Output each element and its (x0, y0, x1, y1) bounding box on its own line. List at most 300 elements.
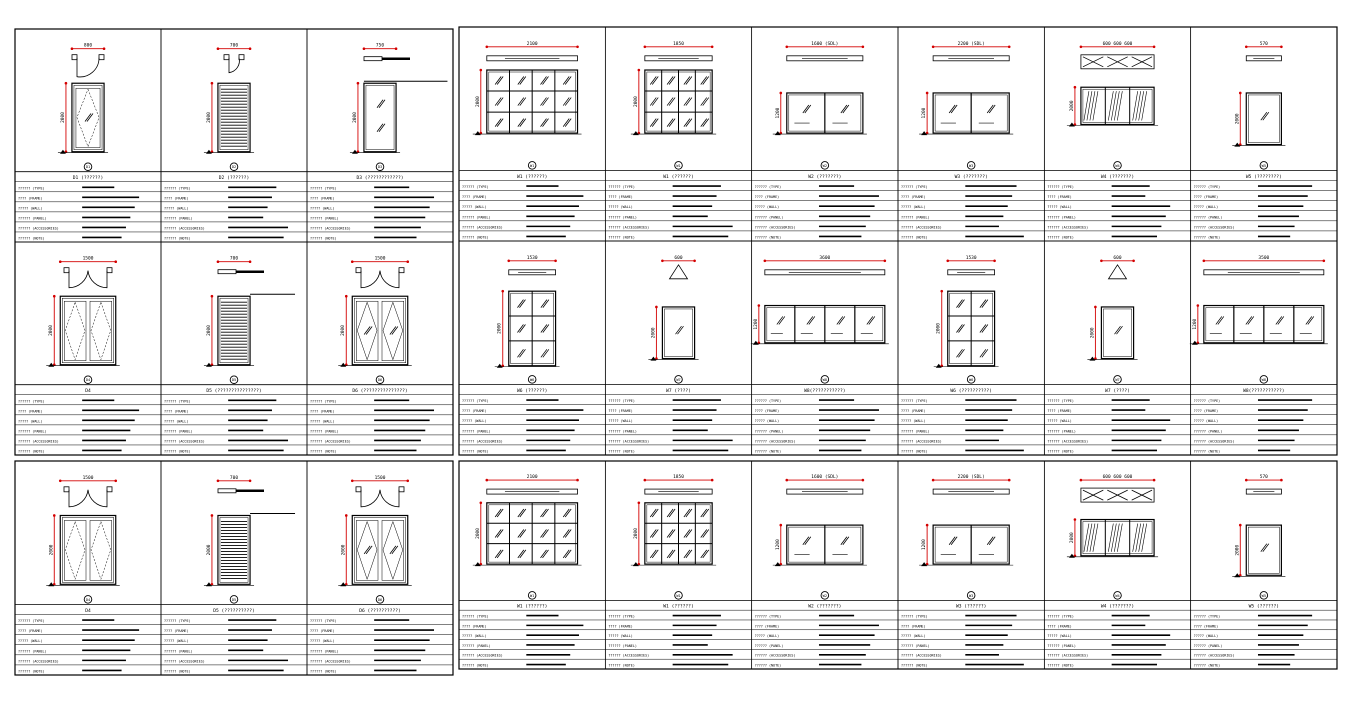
spec-row-label: ???? (FRAME) (310, 196, 335, 201)
spec-row-label: ?????? (PANEL) (164, 216, 193, 221)
plan-view (932, 474, 1011, 494)
schedule-cell-w8 (1190, 241, 1337, 455)
plan-view (217, 475, 264, 493)
plan-view (644, 474, 714, 494)
spec-table (459, 384, 605, 455)
plan-width-label: 1500 (374, 256, 386, 262)
elevation-height-label: 2000 (497, 323, 503, 334)
plan-view (59, 475, 117, 507)
spec-table (605, 170, 751, 241)
spec-row-label: ?????? (PANEL) (754, 215, 784, 220)
cell-title: D6 (??????????) (359, 608, 401, 614)
elevation-view (46, 295, 119, 367)
spec-row-label: ?????? (NOTE) (1047, 235, 1074, 240)
plan-view (1245, 474, 1283, 494)
spec-row-label: ???? (FRAME) (462, 624, 487, 629)
plan-view (59, 256, 117, 288)
tag-label: W7 (1115, 377, 1120, 382)
elevation-height-label: 2000 (633, 96, 639, 107)
cell-title: W1 (??????) (516, 604, 548, 610)
spec-table (1191, 170, 1337, 241)
tag-label: W2 (822, 593, 827, 598)
spec-table (161, 172, 307, 242)
cell-title: W8(???????????) (1243, 388, 1285, 394)
spec-row-label: ?????? (TYPE) (1047, 614, 1074, 619)
cell-title: W7 (????) (666, 388, 691, 394)
spec-row-label: ?????? (TYPE) (310, 186, 337, 191)
spec-row-label: ????? (WALL) (901, 634, 926, 639)
spec-table (15, 604, 161, 675)
spec-row-label: ???? (FRAME) (608, 409, 633, 414)
spec-table (161, 604, 307, 675)
spec-row-label: ?????? (ACCESSORIES) (18, 226, 59, 231)
cell-title: W3 (??????) (955, 604, 987, 610)
cell-title: D1 (??????) (72, 176, 104, 182)
spec-row-label: ?????? (TYPE) (754, 185, 782, 190)
spec-table (752, 600, 898, 669)
spec-row-label: ?????? (PANEL) (462, 215, 491, 220)
tag-label: D5 (231, 378, 237, 383)
spec-row-label: ?????? (ACCESSORIES) (754, 653, 796, 658)
plan-width-label: 700 (229, 475, 239, 481)
elevation-view (1067, 86, 1158, 127)
spec-row-label: ?????? (NOTE) (18, 449, 45, 454)
elevation-view (204, 82, 254, 154)
elevation-view (934, 290, 999, 368)
spec-table (1044, 170, 1190, 241)
spec-row-label: ?????? (ACCESSORIES) (1047, 225, 1089, 230)
spec-row-label: ????? (WALL) (608, 634, 633, 639)
plan-view (946, 255, 995, 275)
cell-title: W6 (??????) (516, 388, 548, 394)
plan-view (1245, 41, 1283, 61)
spec-table (307, 604, 453, 675)
spec-row-label: ?????? (NOTE) (1193, 663, 1221, 668)
spec-table (307, 385, 453, 455)
elevation-height-label: 1200 (922, 107, 928, 119)
spec-row-label: ?????? (ACCESSORIES) (754, 439, 796, 444)
plan-view (351, 256, 409, 288)
spec-row-label: ?????? (PANEL) (1193, 429, 1223, 434)
plan-view (661, 255, 696, 279)
schedule-cell-w1 (605, 461, 751, 669)
spec-table (752, 384, 898, 455)
spec-row-label: ????? (WALL) (310, 419, 335, 424)
spec-row-label: ?????? (TYPE) (164, 186, 191, 191)
spec-row-label: ???? (FRAME) (18, 409, 43, 414)
spec-table (459, 170, 605, 241)
spec-row-label: ?????? (TYPE) (1193, 614, 1221, 619)
spec-row-label: ???? (FRAME) (462, 195, 487, 200)
spec-row-label: ????? (WALL) (18, 639, 43, 644)
spec-row-label: ????? (WALL) (18, 206, 43, 211)
plan-width-label: 2200 (SDL) (957, 41, 985, 47)
spec-row-label: ?????? (ACCESSORIES) (901, 225, 942, 230)
spec-row-label: ????? (WALL) (1193, 205, 1219, 210)
tag-label: W2 (822, 163, 827, 168)
spec-row-label: ?????? (PANEL) (1047, 643, 1076, 648)
spec-row-label: ????? (WALL) (1047, 419, 1072, 424)
cell-title: W5 (????????) (1245, 174, 1282, 180)
spec-table (898, 384, 1044, 455)
spec-row-label: ?????? (ACCESSORIES) (608, 653, 650, 658)
plan-width-label: 1500 (374, 475, 386, 481)
spec-row-label: ?????? (TYPE) (164, 399, 191, 404)
spec-row-label: ?????? (NOTE) (754, 235, 782, 240)
spec-row-label: ???? (FRAME) (164, 196, 189, 201)
plan-width-label: 1500 (82, 256, 94, 262)
spec-row-label: ????? (WALL) (608, 205, 633, 210)
spec-row-label: ?????? (TYPE) (1047, 185, 1074, 190)
plan-width-label: 700 (229, 256, 239, 262)
elevation-height-label: 2000 (206, 112, 212, 123)
spec-row-label: ?????? (PANEL) (754, 643, 784, 648)
plan-view (1100, 255, 1135, 279)
plan-view (486, 474, 579, 494)
tag-label: W3 (969, 593, 974, 598)
plan-view (486, 41, 579, 61)
elevation-height-label: 2000 (475, 96, 481, 107)
elevation-height-label: 2000 (341, 544, 347, 556)
spec-row-label: ?????? (NOTE) (462, 235, 489, 240)
spec-table (459, 600, 605, 669)
plan-view (1080, 474, 1156, 502)
elevation-height-label: 2000 (1235, 113, 1241, 125)
elevation-view (46, 514, 119, 586)
plan-width-label: 600 600 600 (1102, 41, 1133, 47)
elevation-view (204, 294, 295, 367)
spec-row-label: ?????? (TYPE) (310, 399, 337, 404)
elevation-height-label: 2000 (341, 325, 347, 336)
cell-title: W3 (???????) (954, 174, 988, 180)
schedule-cell-w7 (1044, 241, 1190, 455)
spec-row-label: ?????? (NOTE) (754, 663, 782, 668)
spec-row-label: ?????? (NOTE) (164, 449, 191, 454)
spec-row-label: ?????? (ACCESSORIES) (18, 659, 59, 664)
spec-row-label: ????? (WALL) (1047, 205, 1072, 210)
spec-row-label: ?????? (ACCESSORIES) (462, 439, 503, 444)
elevation-view (1190, 304, 1328, 345)
spec-row-label: ?????? (ACCESSORIES) (1047, 439, 1089, 444)
spec-row-label: ?????? (TYPE) (608, 614, 635, 619)
cell-title: W1 (??????) (663, 174, 694, 180)
plan-view (351, 475, 409, 507)
spec-row-label: ?????? (ACCESSORIES) (310, 659, 351, 664)
spec-row-label: ???? (FRAME) (1193, 409, 1219, 414)
spec-row-label: ?????? (TYPE) (901, 399, 928, 404)
spec-row-label: ????? (WALL) (310, 206, 335, 211)
plan-view (785, 474, 864, 494)
elevation-view (919, 92, 1013, 135)
spec-row-label: ???? (FRAME) (754, 195, 780, 200)
plan-width-label: 1600 (SDL) (811, 475, 839, 481)
spec-table (898, 170, 1044, 241)
plan-view (644, 41, 714, 61)
elevation-view (58, 82, 108, 154)
plan-view (507, 255, 556, 275)
cell-title: W1 (??????) (516, 174, 548, 180)
plan-width-label: 1850 (673, 475, 684, 481)
plan-width-label: 2100 (526, 41, 538, 47)
plan-width-label: 570 (1259, 475, 1268, 481)
cell-title: W6 (??????????) (950, 388, 992, 394)
spec-row-label: ???? (FRAME) (18, 196, 43, 201)
cell-title: D4 (85, 608, 91, 614)
schedule-cell-w6 (459, 241, 605, 455)
spec-row-label: ???? (FRAME) (310, 409, 335, 414)
plan-width-label: 700 (229, 43, 239, 49)
spec-row-label: ?????? (TYPE) (462, 185, 489, 190)
elevation-view (338, 514, 411, 586)
cell-title: W1 (??????) (663, 604, 694, 610)
spec-row-label: ?????? (PANEL) (754, 429, 784, 434)
schedule-cell-d4 (15, 242, 161, 455)
spec-row-label: ????? (WALL) (18, 419, 43, 424)
cell-title: W5 (??????) (1248, 604, 1280, 610)
plan-view (764, 255, 887, 275)
spec-row-label: ?????? (ACCESSORIES) (164, 659, 205, 664)
spec-row-label: ?????? (ACCESSORIES) (164, 226, 205, 231)
elevation-view (751, 304, 889, 345)
spec-row-label: ?????? (TYPE) (310, 619, 337, 624)
elevation-height-label: 2000 (206, 325, 212, 336)
schedule-cell-d2 (161, 29, 307, 242)
elevation-height-label: 2000 (1069, 532, 1075, 544)
plan-width-label: 800 (83, 43, 93, 49)
spec-row-label: ???? (FRAME) (1193, 624, 1219, 629)
spec-row-label: ???? (FRAME) (608, 624, 633, 629)
schedule-cell-w4 (1044, 27, 1190, 241)
spec-row-label: ?????? (PANEL) (164, 649, 193, 654)
spec-row-label: ???? (FRAME) (18, 629, 43, 634)
cell-title: D4 (85, 389, 91, 395)
spec-row-label: ?????? (PANEL) (901, 215, 930, 220)
elevation-view (773, 92, 867, 135)
schedule-cell-d4 (15, 461, 161, 675)
spec-row-label: ????? (WALL) (901, 419, 926, 424)
spec-row-label: ?????? (TYPE) (754, 614, 782, 619)
spec-table (605, 600, 751, 669)
tag-label: W1 (530, 593, 535, 598)
tag-label: W3 (969, 163, 974, 168)
elevation-height-label: 2000 (60, 112, 66, 123)
spec-table (307, 172, 453, 242)
spec-row-label: ?????? (TYPE) (608, 185, 635, 190)
elevation-view (773, 524, 867, 566)
plan-width-label: 2200 (SDL) (957, 475, 985, 481)
spec-row-label: ????? (WALL) (1193, 634, 1219, 639)
elevation-height-label: 2000 (49, 325, 55, 336)
cell-title: D2 (??????) (218, 176, 250, 182)
spec-row-label: ????? (WALL) (608, 419, 633, 424)
plan-width-label: 750 (375, 43, 385, 49)
plan-width-label: 600 (674, 255, 683, 261)
spec-row-label: ?????? (PANEL) (18, 429, 47, 434)
spec-row-label: ???? (FRAME) (901, 624, 926, 629)
cell-title: W8(???????????) (804, 388, 846, 394)
spec-table (1044, 384, 1190, 455)
spec-row-label: ???? (FRAME) (1047, 409, 1072, 414)
spec-table (1191, 600, 1337, 669)
spec-row-label: ???? (FRAME) (310, 629, 335, 634)
spec-row-label: ?????? (TYPE) (901, 185, 928, 190)
spec-row-label: ?????? (NOTE) (462, 663, 489, 668)
plan-view (217, 256, 264, 274)
tag-label: W5 (1261, 163, 1266, 168)
tag-label: D4 (85, 597, 91, 602)
spec-row-label: ?????? (ACCESSORIES) (608, 225, 650, 230)
schedule-cell-w7 (605, 241, 751, 455)
spec-row-label: ?????? (NOTE) (1193, 449, 1221, 454)
spec-row-label: ?????? (PANEL) (901, 429, 930, 434)
spec-row-label: ????? (WALL) (754, 634, 780, 639)
schedule-cell-w6 (898, 241, 1044, 455)
spec-row-label: ?????? (ACCESSORIES) (462, 225, 503, 230)
plan-width-label: 1530 (526, 255, 538, 261)
schedule-cell-d5 (161, 461, 307, 675)
elevation-height-label: 2000 (1235, 544, 1241, 556)
spec-row-label: ?????? (TYPE) (462, 399, 489, 404)
spec-row-label: ?????? (ACCESSORIES) (1193, 439, 1235, 444)
elevation-height-label: 2000 (352, 112, 358, 123)
spec-row-label: ?????? (PANEL) (462, 643, 491, 648)
plan-view (1080, 41, 1156, 69)
spec-row-label: ?????? (NOTE) (608, 235, 635, 240)
tag-label: D6 (377, 597, 383, 602)
schedule-cell-w2 (752, 461, 898, 669)
elevation-height-label: 1200 (775, 107, 781, 119)
elevation-view (495, 290, 560, 368)
spec-row-label: ?????? (TYPE) (1193, 399, 1221, 404)
elevation-height-label: 1200 (922, 539, 928, 551)
spec-row-label: ???? (FRAME) (754, 409, 780, 414)
spec-row-label: ????? (WALL) (164, 639, 189, 644)
tag-label: W1 (676, 593, 681, 598)
spec-row-label: ???? (FRAME) (462, 409, 487, 414)
spec-row-label: ?????? (NOTE) (1193, 235, 1221, 240)
spec-row-label: ?????? (NOTE) (18, 669, 45, 674)
cell-title: D6 (???????????????) (352, 389, 408, 395)
spec-row-label: ?????? (NOTE) (462, 449, 489, 454)
schedule-cell-w5 (1191, 461, 1337, 669)
tag-label: W1 (676, 163, 681, 168)
spec-row-label: ?????? (NOTE) (608, 449, 635, 454)
schedule-cell-w2 (752, 27, 898, 241)
plan-view (1203, 255, 1326, 275)
plan-width-label: 1850 (673, 41, 684, 47)
plan-view (217, 43, 252, 73)
elevation-view (631, 502, 716, 567)
spec-row-label: ?????? (ACCESSORIES) (1193, 653, 1235, 658)
schedule-cell-w1 (605, 27, 751, 241)
spec-row-label: ????? (WALL) (462, 205, 487, 210)
spec-row-label: ?????? (PANEL) (608, 215, 637, 220)
spec-table (1044, 600, 1190, 669)
elevation-view (648, 306, 698, 361)
plan-width-label: 600 (1113, 255, 1122, 261)
elevation-height-label: 2000 (936, 323, 942, 334)
spec-row-label: ?????? (NOTE) (1047, 449, 1074, 454)
spec-row-label: ?????? (PANEL) (310, 216, 339, 221)
plan-view (785, 41, 864, 61)
plan-width-label: 570 (1259, 41, 1268, 47)
spec-row-label: ?????? (ACCESSORIES) (310, 226, 351, 231)
spec-table (15, 385, 161, 455)
plan-width-label: 1500 (82, 475, 94, 481)
spec-row-label: ?????? (TYPE) (1193, 185, 1221, 190)
elevation-height-label: 2000 (475, 528, 481, 539)
cell-title: W4 (???????) (1100, 604, 1135, 610)
plan-width-label: 600 600 600 (1102, 475, 1133, 481)
spec-row-label: ???? (FRAME) (901, 409, 926, 414)
schedule-cell-d3 (307, 29, 453, 242)
elevation-height-label: 1200 (1192, 318, 1198, 330)
spec-row-label: ?????? (NOTE) (310, 449, 337, 454)
plan-view (363, 43, 410, 61)
spec-row-label: ????? (WALL) (462, 419, 487, 424)
spec-row-label: ?????? (ACCESSORIES) (1193, 225, 1235, 230)
spec-row-label: ?????? (NOTE) (310, 236, 337, 241)
spec-row-label: ?????? (PANEL) (1193, 643, 1223, 648)
schedule-cell-d1 (15, 29, 161, 242)
spec-row-label: ?????? (NOTE) (310, 669, 337, 674)
elevation-view (631, 69, 716, 135)
elevation-height-label: 2000 (633, 528, 639, 539)
spec-row-label: ?????? (ACCESSORIES) (901, 653, 942, 658)
elevation-view (1232, 92, 1285, 147)
spec-row-label: ?????? (PANEL) (310, 649, 339, 654)
spec-row-label: ????? (WALL) (164, 419, 189, 424)
spec-row-label: ?????? (ACCESSORIES) (1047, 653, 1089, 658)
tag-label: W1 (530, 163, 535, 168)
spec-row-label: ?????? (ACCESSORIES) (462, 653, 503, 658)
spec-row-label: ?????? (NOTE) (164, 236, 191, 241)
elevation-height-label: 2000 (1069, 100, 1075, 112)
cell-title: W4 (???????) (1100, 174, 1135, 180)
elevation-view (1067, 518, 1158, 558)
schedule-cell-w3 (898, 27, 1044, 241)
tag-label: D3 (377, 165, 383, 170)
spec-row-label: ?????? (TYPE) (608, 399, 635, 404)
tag-label: W4 (1115, 163, 1120, 168)
spec-row-label: ?????? (TYPE) (1047, 399, 1074, 404)
schedule-cell-w3 (898, 461, 1044, 669)
elevation-view (338, 295, 411, 367)
elevation-height-label: 2000 (651, 327, 657, 339)
spec-table (898, 600, 1044, 669)
spec-row-label: ????? (WALL) (164, 206, 189, 211)
spec-row-label: ?????? (TYPE) (754, 399, 782, 404)
plan-view (71, 43, 106, 77)
spec-row-label: ?????? (PANEL) (462, 429, 491, 434)
spec-row-label: ?????? (PANEL) (1047, 429, 1076, 434)
spec-row-label: ?????? (PANEL) (164, 429, 193, 434)
spec-row-label: ????? (WALL) (754, 205, 780, 210)
spec-row-label: ?????? (TYPE) (18, 399, 45, 404)
tag-label: W6 (969, 377, 974, 382)
spec-row-label: ?????? (ACCESSORIES) (164, 439, 205, 444)
spec-row-label: ?????? (PANEL) (608, 643, 637, 648)
schedule-cell-w1 (459, 27, 605, 241)
cell-title: W2 (???????) (808, 174, 842, 180)
spec-row-label: ????? (WALL) (1193, 419, 1219, 424)
spec-row-label: ?????? (TYPE) (901, 614, 928, 619)
cell-title: D3 (????????????) (356, 176, 404, 182)
elevation-height-label: 1200 (753, 318, 759, 330)
plan-width-label: 1600 (SDL) (811, 41, 839, 47)
spec-table (15, 172, 161, 242)
schedule-cell-w5 (1191, 27, 1337, 241)
